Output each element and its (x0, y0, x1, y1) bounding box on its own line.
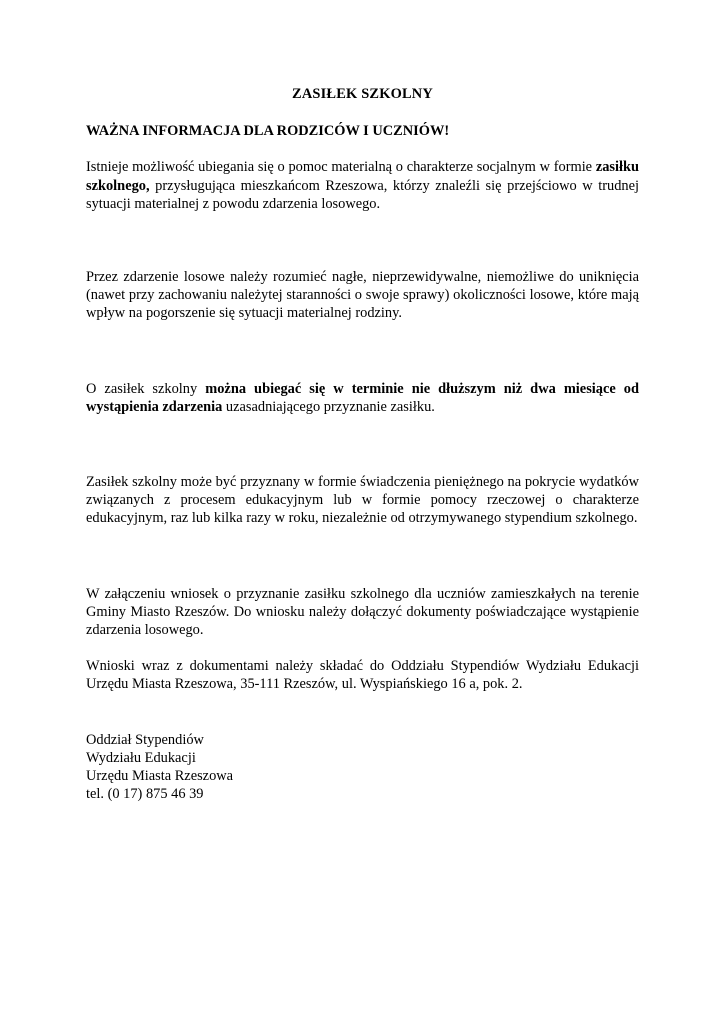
paragraph-deadline (86, 380, 639, 416)
contact-line: Wydziału Edukacji (86, 749, 196, 766)
paragraph-emphasis: można ubiegać się w terminie nie dłuższym niż dwa miesiące od wystąpienia zdarzenia (86, 380, 640, 415)
paragraph-random-event: Przez zdarzenie losowe należy rozumieć nagłe, nieprzewidywalne, niemożliwe do uniknięcia (nawet przy zachowaniu należytej staranności o swoje sprawy) okoliczności losowe, które mają wpływ na pogorszenie się sytuacji materialnej rodziny. (86, 269, 639, 322)
contact-line: Urzędu Miasta Rzeszowa (86, 768, 234, 785)
document-subtitle: WAŻNA INFORMACJA DLA RODZICÓW I UCZNIÓW! (86, 123, 450, 140)
paragraph-attachment: W załączeniu wniosek o przyznanie zasiłku szkolnego dla uczniów zamieszkałych na terenie Gminy Miasto Rzeszów. Do wniosku należy dołączyć dokumenty poświadczające wystąpienie zdarzenia losowego. (86, 585, 639, 639)
contact-block (86, 731, 639, 804)
paragraph-emphasis: zasiłku szkolnego, (86, 159, 639, 194)
paragraph-benefit-form: Zasiłek szkolny może być przyznany w formie świadczenia pieniężnego na pokrycie wydatków związanych z procesem edukacyjnym lub w formie pomocy rzeczowej o charakterze edukacyjnym, raz lub kilka razy w roku, niezależnie od otrzymywanego stypendium szkolnego. (86, 474, 639, 527)
paragraph-eligibility (86, 158, 639, 213)
paragraph-text: Istnieje możliwość ubiegania się o pomoc materialną o charakterze socjalnym w formie (86, 159, 596, 176)
contact-phone: tel. (0 17) 875 46 39 (86, 786, 204, 803)
paragraph-submission: Wnioski wraz z dokumentami należy składać do Oddziału Stypendiów Wydziału Edukacji Urzędu Miasta Rzeszowa, 35-111 Rzeszów, ul. Wyspiańskiego 16 a, pok. 2. (86, 658, 639, 693)
paragraph-text: przysługująca mieszkańcom Rzeszowa, którzy znaleźli się przejściowo w trudnej sytuacji materialnej z powodu zdarzenia losowego. (86, 177, 639, 212)
document-title: ZASIŁEK SZKOLNY (292, 86, 433, 102)
contact-line: Oddział Stypendiów (86, 731, 204, 748)
paragraph-text: uzasadniającego przyznanie zasiłku. (222, 398, 435, 415)
paragraph-text: O zasiłek szkolny (86, 380, 206, 397)
